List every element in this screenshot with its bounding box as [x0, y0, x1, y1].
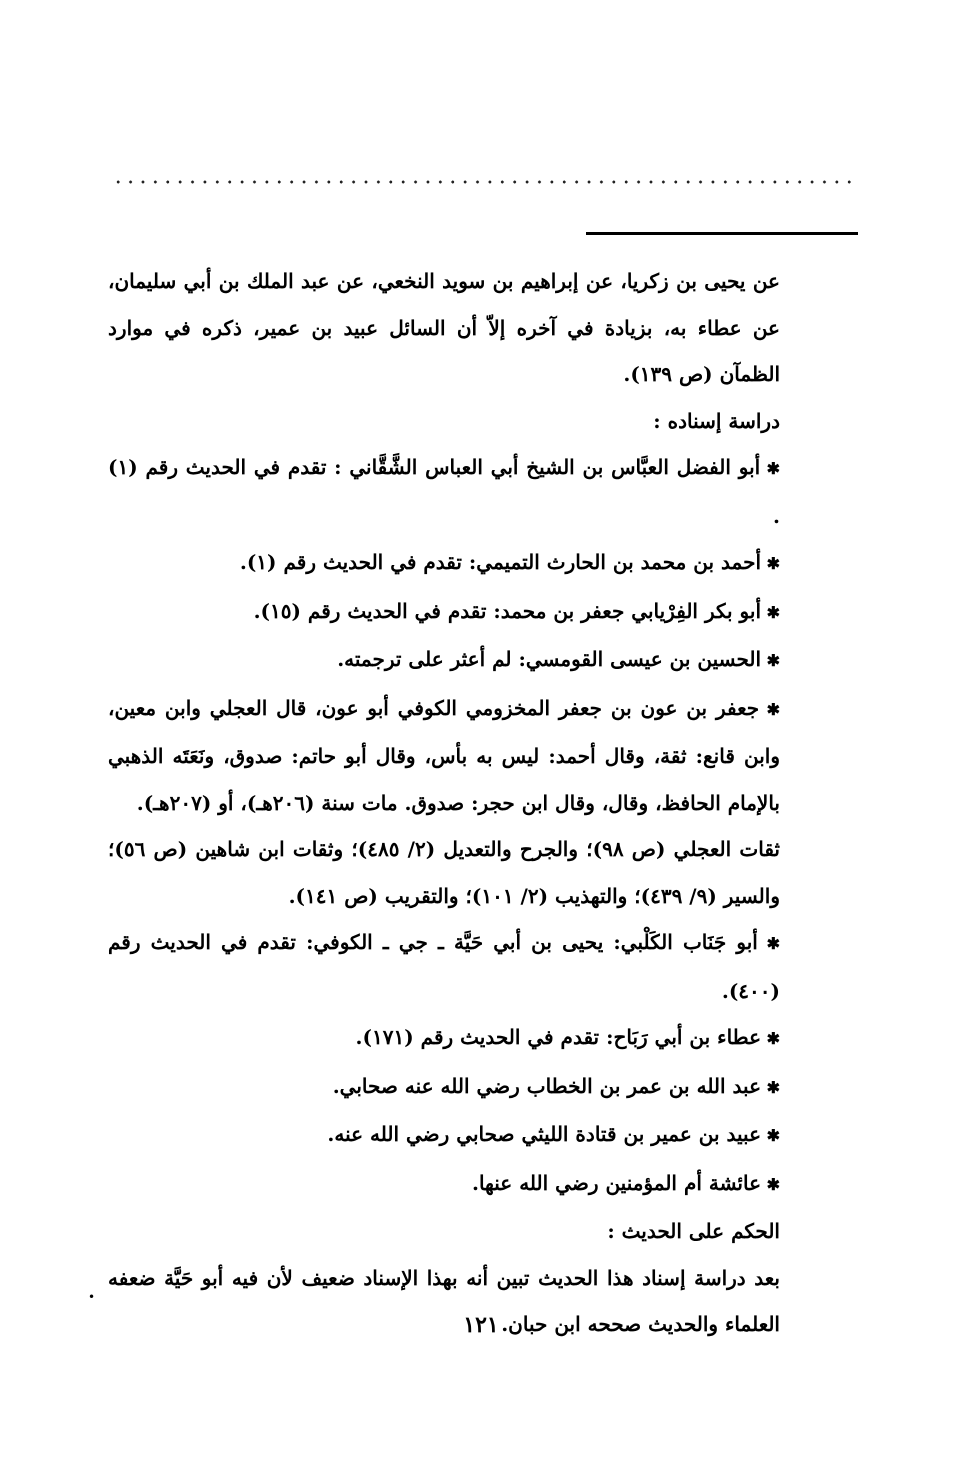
paragraph-source: عن يحيى بن زكريا، عن إبراهيم بن سويد النخعي، عن عبد الملك بن أبي سليمان، عن عطاء به، بزيادة في آخره إلاّ أن السائل عبيد بن عمير، ذكره في موارد الظمآن (ص ١٣٩).: [108, 269, 780, 386]
narrator-abbas: ✱ أبو الفضل العبَّاس بن الشيخ أبي العباس الشَّقَّاني : تقدم في الحديث رقم (١) .: [108, 444, 780, 539]
narrator-jafar: ✱ جعفر بن عون بن جعفر المخزومي الكوفي أبو عون، قال العجلي وابن معين، وابن قانع: ثقة، وقال أحمد: ليس به بأس، وقال أبو حاتم: صدوق، ونَعَتَه الذهبي بالإمام الحافظ، وقال، وقال ابن حجر: صدوق. مات سنة (٢٠٦هـ)، أو (٢٠٧هـ).: [108, 685, 780, 827]
page-number: ١٢١: [463, 1312, 499, 1338]
section-heading-isnad: دراسة إسناده :: [653, 408, 780, 433]
narrator-husayn: ✱ الحسين بن عيسى القومسي: لم أعثر على ترجمته.: [108, 636, 780, 685]
footnote-text: [108, 258, 780, 1348]
narrator-abu-janab: ✱ أبو جَنَاب الكَلْبي: يحيى بن أبي حَيَّة ـ جي ـ الكوفي: تقدم في الحديث رقم (٤٠٠).: [108, 919, 780, 1014]
narrator-ata: ✱ عطاء بن أبي رَبَاح: تقدم في الحديث رقم (١٧١).: [108, 1014, 780, 1063]
narrator-firyabi: ✱ أبو بكر الفِرْيابي جعفر بن محمد: تقدم في الحديث رقم (١٥).: [108, 588, 780, 637]
references-jafar: ثقات العجلي (ص ٩٨)؛ والجرح والتعديل (٢/ ٤٨٥)؛ وثقات ابن شاهين (ص ٥٦)؛ والسير (٩/ ٤٣٩)؛ والتهذيب (٢/ ١٠١)؛ والتقريب (ص ١٤١).: [108, 837, 780, 908]
narrator-ahmad: ✱ أحمد بن محمد بن الحارث التميمي: تقدم في الحديث رقم (١).: [108, 539, 780, 588]
narrator-aisha: ✱ عائشة أم المؤمنين رضي الله عنها.: [108, 1160, 780, 1209]
section-heading-ruling: الحكم على الحديث :: [607, 1219, 780, 1243]
dotted-separator: [112, 176, 856, 188]
narrator-ubayd: ✱ عبيد بن عمير بن قتادة الليثي صحابي رضي الله عنه.: [108, 1111, 780, 1160]
paragraph-ruling: بعد دراسة إسناد هذا الحديث تبين أنه بهذا الإسناد ضعيف لأن فيه أبو حَيَّة ضعفه العلماء والحديث صححه ابن حبان.: [108, 1265, 780, 1336]
narrator-ibn-umar: ✱ عبد الله بن عمر بن الخطاب رضي الله عنه صحابي.: [108, 1063, 780, 1112]
page-speck: •: [88, 1290, 96, 1304]
footnote-rule: [586, 232, 858, 235]
